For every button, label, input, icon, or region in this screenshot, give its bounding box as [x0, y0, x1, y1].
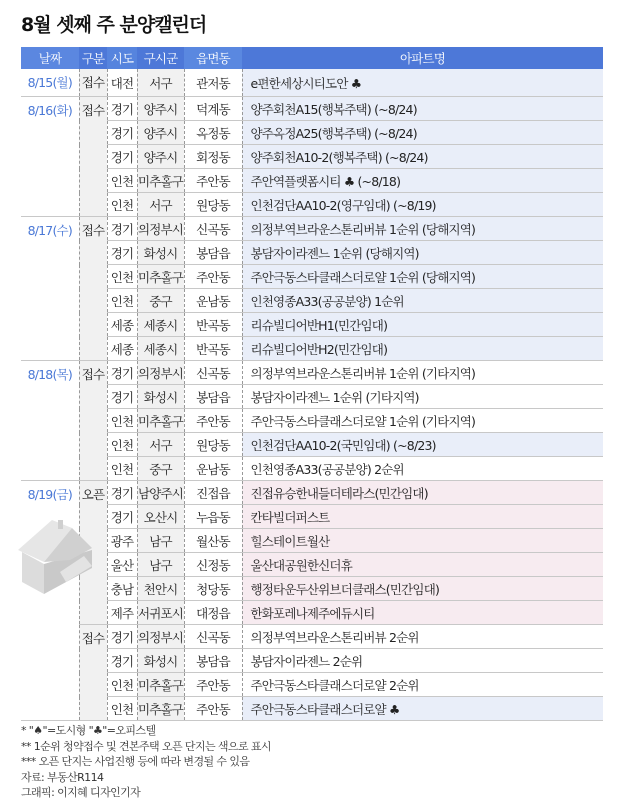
- table-row: [21, 625, 603, 649]
- date-cell: 8/18(목): [21, 361, 79, 481]
- table-row: [21, 385, 603, 409]
- district-cell: 중구: [137, 289, 184, 313]
- district-cell: 서구: [137, 433, 184, 457]
- apartment-cell: 인천검단AA10-2(영구임대) (~8/19): [242, 193, 603, 217]
- table-row: [21, 505, 603, 529]
- table-row: [21, 241, 603, 265]
- table-row: [21, 193, 603, 217]
- apartment-cell: 의정부역브라운스톤리버뷰 2순위: [242, 625, 603, 649]
- apartment-cell: 힐스테이트월산: [242, 529, 603, 553]
- district-cell: 의정부시: [137, 361, 184, 385]
- province-cell: 경기: [107, 145, 137, 169]
- province-cell: 인천: [107, 193, 137, 217]
- district-cell: 미추홀구: [137, 265, 184, 289]
- district-cell: 의정부시: [137, 625, 184, 649]
- table-row: [21, 673, 603, 697]
- town-cell: 주안동: [184, 169, 242, 193]
- apartment-cell: e편한세상시티도안 ♣: [242, 69, 603, 97]
- town-cell: 신정동: [184, 553, 242, 577]
- town-cell: 원당동: [184, 433, 242, 457]
- table-row: [21, 121, 603, 145]
- apartment-cell: 양주회천A15(행복주택) (~8/24): [242, 97, 603, 121]
- district-cell: 미추홀구: [137, 409, 184, 433]
- table-header: [21, 47, 603, 69]
- table-row: [21, 697, 603, 721]
- town-cell: 봉담읍: [184, 649, 242, 673]
- apartment-cell: 양주옥정A25(행복주택) (~8/24): [242, 121, 603, 145]
- header-date: 날짜: [21, 47, 79, 69]
- town-cell: 주안동: [184, 265, 242, 289]
- province-cell: 경기: [107, 361, 137, 385]
- town-cell: 반곡동: [184, 313, 242, 337]
- province-cell: 제주: [107, 601, 137, 625]
- district-cell: 양주시: [137, 145, 184, 169]
- province-cell: 세종: [107, 313, 137, 337]
- type-cell: 접수: [79, 69, 107, 97]
- province-cell: 대전: [107, 69, 137, 97]
- table-row: [21, 601, 603, 625]
- apartment-cell: 행정타운두산위브더클래스(민간임대): [242, 577, 603, 601]
- town-cell: 청당동: [184, 577, 242, 601]
- district-cell: 의정부시: [137, 217, 184, 241]
- province-cell: 인천: [107, 409, 137, 433]
- apartment-cell: 인천검단AA10-2(국민임대) (~8/23): [242, 433, 603, 457]
- house-icon: [14, 520, 104, 600]
- table-row: [21, 481, 603, 505]
- header-province: 시도: [107, 47, 137, 69]
- district-cell: 중구: [137, 457, 184, 481]
- province-cell: 경기: [107, 625, 137, 649]
- table-row: [21, 265, 603, 289]
- note-colors: ** 1순위 청약접수 및 견본주택 오픈 단지는 색으로 표시: [21, 739, 271, 753]
- table-row: [21, 457, 603, 481]
- town-cell: 주안동: [184, 409, 242, 433]
- district-cell: 세종시: [137, 313, 184, 337]
- district-cell: 서귀포시: [137, 601, 184, 625]
- province-cell: 인천: [107, 697, 137, 721]
- district-cell: 화성시: [137, 241, 184, 265]
- apartment-cell: 양주회천A10-2(행복주택) (~8/24): [242, 145, 603, 169]
- apartment-cell: 인천영종A33(공공분양) 2순위: [242, 457, 603, 481]
- apartment-cell: 봉담자이라젠느 1순위 (당해지역): [242, 241, 603, 265]
- town-cell: 옥정동: [184, 121, 242, 145]
- table-row: [21, 217, 603, 241]
- apartment-cell: 주안극동스타클래스더로얄 2순위: [242, 673, 603, 697]
- district-cell: 서구: [137, 193, 184, 217]
- apartment-cell: 봉담자이라젠느 1순위 (기타지역): [242, 385, 603, 409]
- table-row: [21, 313, 603, 337]
- type-cell: 접수: [79, 97, 107, 217]
- header-type: 구분: [79, 47, 107, 69]
- district-cell: 화성시: [137, 385, 184, 409]
- calendar-table: [21, 47, 603, 721]
- province-cell: 경기: [107, 385, 137, 409]
- province-cell: 세종: [107, 337, 137, 361]
- district-cell: 서구: [137, 69, 184, 97]
- type-cell: 접수: [79, 361, 107, 481]
- apartment-cell: 봉담자이라젠느 2순위: [242, 649, 603, 673]
- province-cell: 경기: [107, 649, 137, 673]
- town-cell: 관저동: [184, 69, 242, 97]
- apartment-cell: 의정부역브라운스톤리버뷰 1순위 (기타지역): [242, 361, 603, 385]
- district-cell: 세종시: [137, 337, 184, 361]
- district-cell: 양주시: [137, 121, 184, 145]
- header-town: 읍면동: [184, 47, 242, 69]
- date-cell: 8/19(금): [21, 481, 79, 721]
- town-cell: 대정읍: [184, 601, 242, 625]
- province-cell: 경기: [107, 97, 137, 121]
- district-cell: 양주시: [137, 97, 184, 121]
- table-row: [21, 145, 603, 169]
- apartment-cell: 의정부역브라운스톤리버뷰 1순위 (당해지역): [242, 217, 603, 241]
- town-cell: 반곡동: [184, 337, 242, 361]
- type-cell: 접수: [79, 217, 107, 361]
- town-cell: 봉담읍: [184, 241, 242, 265]
- table-row: [21, 409, 603, 433]
- town-cell: 진접읍: [184, 481, 242, 505]
- table-row: [21, 169, 603, 193]
- province-cell: 충남: [107, 577, 137, 601]
- table-row: [21, 361, 603, 385]
- source: 자료: 부동산R114: [21, 770, 104, 784]
- town-cell: 신곡동: [184, 625, 242, 649]
- province-cell: 인천: [107, 457, 137, 481]
- district-cell: 미추홀구: [137, 169, 184, 193]
- apartment-cell: 주안극동스타클래스더로얄 1순위 (기타지역): [242, 409, 603, 433]
- province-cell: 경기: [107, 217, 137, 241]
- footnotes: [21, 723, 271, 801]
- apartment-cell: 한화포레나제주에듀시티: [242, 601, 603, 625]
- type-cell: 오픈: [79, 481, 107, 625]
- province-cell: 인천: [107, 433, 137, 457]
- district-cell: 화성시: [137, 649, 184, 673]
- header-district: 구시군: [137, 47, 184, 69]
- apartment-cell: 주안극동스타클래스더로얄 ♣: [242, 697, 603, 721]
- table-row: [21, 289, 603, 313]
- district-cell: 천안시: [137, 577, 184, 601]
- province-cell: 경기: [107, 505, 137, 529]
- town-cell: 덕계동: [184, 97, 242, 121]
- province-cell: 인천: [107, 265, 137, 289]
- apartment-cell: 주안역플랫폼시티 ♣ (~8/18): [242, 169, 603, 193]
- header-apartment: 아파트명: [242, 47, 603, 69]
- province-cell: 인천: [107, 673, 137, 697]
- province-cell: 경기: [107, 121, 137, 145]
- apartment-cell: 울산대공원한신더휴: [242, 553, 603, 577]
- table-row: [21, 577, 603, 601]
- district-cell: 미추홀구: [137, 697, 184, 721]
- province-cell: 광주: [107, 529, 137, 553]
- town-cell: 회정동: [184, 145, 242, 169]
- date-cell: 8/15(월): [21, 69, 79, 97]
- apartment-cell: 리슈빌디어반H2(민간임대): [242, 337, 603, 361]
- town-cell: 누읍동: [184, 505, 242, 529]
- district-cell: 남양주시: [137, 481, 184, 505]
- district-cell: 남구: [137, 553, 184, 577]
- date-cell: 8/17(수): [21, 217, 79, 361]
- table-row: [21, 649, 603, 673]
- town-cell: 월산동: [184, 529, 242, 553]
- province-cell: 인천: [107, 289, 137, 313]
- town-cell: 주안동: [184, 697, 242, 721]
- page-title: 8월 셋째 주 분양캘린더: [21, 14, 207, 36]
- district-cell: 남구: [137, 529, 184, 553]
- apartment-cell: 주안극동스타클래스더로얄 1순위 (당해지역): [242, 265, 603, 289]
- credit: 그래픽: 이지혜 디자인기자: [21, 786, 141, 799]
- table-row: [21, 97, 603, 121]
- type-cell: 접수: [79, 625, 107, 721]
- town-cell: 봉담읍: [184, 385, 242, 409]
- town-cell: 운남동: [184, 457, 242, 481]
- province-cell: 인천: [107, 169, 137, 193]
- table-row: [21, 529, 603, 553]
- town-cell: 신곡동: [184, 361, 242, 385]
- province-cell: 울산: [107, 553, 137, 577]
- province-cell: 경기: [107, 241, 137, 265]
- table-row: [21, 337, 603, 361]
- table-row: [21, 433, 603, 457]
- town-cell: 원당동: [184, 193, 242, 217]
- date-cell: 8/16(화): [21, 97, 79, 217]
- table-row: [21, 553, 603, 577]
- apartment-cell: 칸타빌더퍼스트: [242, 505, 603, 529]
- apartment-cell: 진접유승한내들더테라스(민간임대): [242, 481, 603, 505]
- table-row: [21, 69, 603, 97]
- province-cell: 경기: [107, 481, 137, 505]
- district-cell: 오산시: [137, 505, 184, 529]
- note-symbols: * "♠"=도시형 "♣"=오피스텔: [21, 724, 156, 737]
- note-changes: *** 오픈 단지는 사업진행 등에 따라 변경될 수 있음: [21, 755, 250, 768]
- town-cell: 신곡동: [184, 217, 242, 241]
- district-cell: 미추홀구: [137, 673, 184, 697]
- apartment-cell: 리슈빌디어반H1(민간임대): [242, 313, 603, 337]
- town-cell: 운남동: [184, 289, 242, 313]
- apartment-cell: 인천영종A33(공공분양) 1순위: [242, 289, 603, 313]
- town-cell: 주안동: [184, 673, 242, 697]
